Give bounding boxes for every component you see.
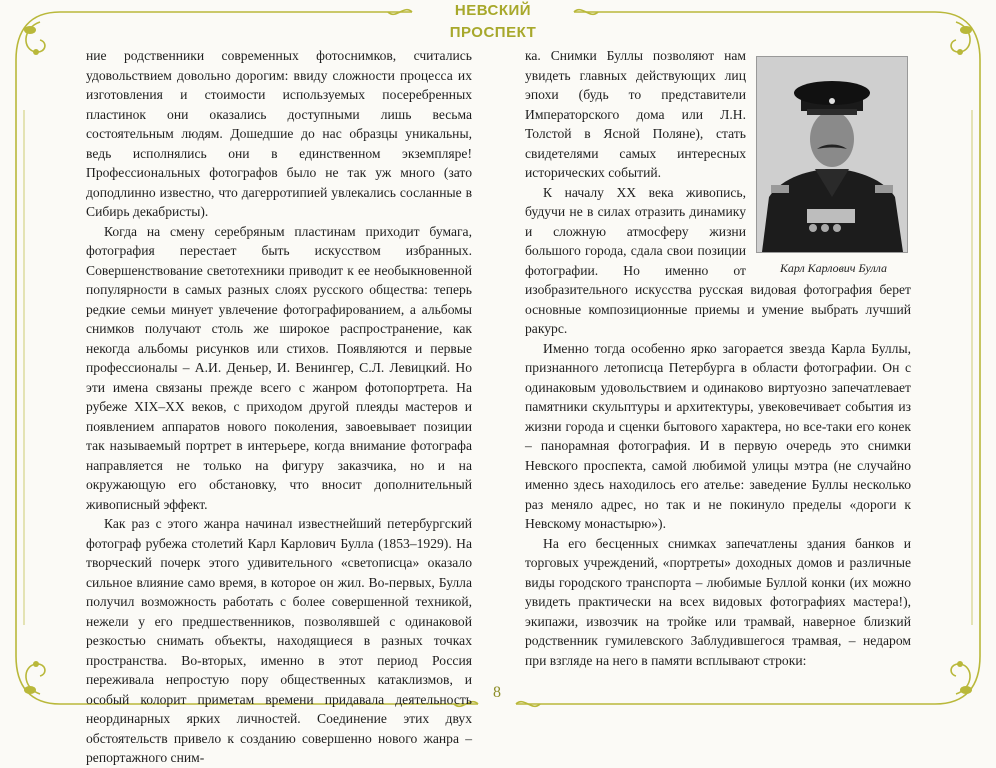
portrait-photo	[756, 56, 908, 253]
paragraph: Именно тогда особенно ярко загорается звезда Карла Буллы, признанного летописца Петербурга в области фотографии. Он с одинаковым удовольствием и одинаково виртуозно запечатлевает памятники скульптуры и архитектуры, увековечивает события из жизни города и сценки бытового характера, но все-таки его конек – панорамная фотография. И в первую очередь это снимки Невского проспекта, самой любимой улицы мэтра (не случайно именно здесь находилось его ателье: заведение Буллы несколько раз меняло адрес, но так и не покинуло пределы «дороги к Невскому монастырю»).	[525, 340, 911, 531]
paragraph: К началу XX века живопись, будучи не в силах отразить динамику и сложную атмосферу жизни большого города, сдала свои позиции фотографии. Но именно от изобразительного искусства русская видовая фотография берет основные композиционные приемы и умение выбрать лучший ракурс.	[525, 184, 911, 336]
portrait-illustration	[757, 57, 907, 252]
left-text-column	[86, 46, 472, 768]
portrait-figure	[756, 56, 911, 275]
paragraph: Как раз с этого жанра начинал известнейший петербургский фотограф рубежа столетий Карл Карлович Булла (1853–1929). На творческий почерк этого удивительного «светописца» оказало сильное влияние само время, в которое он жил. Во-первых, Булла получил возможность работать с более совершенной техникой, нежели у его предшественников, позволявшей с одинаковой резкостью снимать объекты, находящиеся в разных точках пространства. Во-вторых, именно в этот период Россия переживала непростую пору общественных катаклизмов, и особый колорит приметам времени придавала деятельность неординарных ярких личностей. Соединение этих двух обстоятельств привело к созданию совершенно нового жанра – репортажного сним-	[86, 516, 472, 765]
page-number: 8	[484, 684, 510, 704]
right-text-column	[525, 46, 911, 670]
portrait-caption: Карл Карлович Булла	[779, 261, 888, 275]
running-header-title: НЕВСКИЙ ПРОСПЕКТ	[418, 0, 568, 22]
paragraph: ка. Снимки Буллы позволяют нам увидеть главных действующих лиц эпохи (будь то представители Императорского дома или Л.Н. Толстой в Ясной Поляне), стать свидетелями самых интересных исторических событий.	[525, 48, 746, 180]
paragraph: ние родственники современных фотоснимков, считались удовольствием довольно дорогим: ввиду сложности процесса их изготовления и стоимости используемых посеребренных пластинок они оказались доступными лишь весьма состоятельным людям. Дошедшие до нас образцы уникальны, ведь исполнялись они в единственном экземпляре! Профессиональных фотографов было не так уж много (зато доподлинно известно, что дагерротипией увлекались сосланные в Сибирь декабристы).	[86, 48, 472, 219]
paragraph: На его бесценных снимках запечатлены здания банков и торговых учреждений, «портреты» доходных домов и различные виды городского транспорта – любимые Буллой конки (их можно увидеть практически на всех видовых фотографиях мастера!), экипажи, извозчик на тройке или трамвай, наверное близкий родственник гумилевского Заблудившегося трамвая, – недаром при взгляде на него в памяти всплывают строки:	[525, 535, 911, 668]
paragraph: Когда на смену серебряным пластинам приходит бумага, фотография перестает быть искусством избранных. Совершенствование светотехники приводит к ее необыкновенной популярности в самых разных слоях русского общества: теперь редкие семьи минует увлечение фотографированием, а альбомы снимков получают столь же широкое распространение, как некогда альбомы рисунков или стихов. Появляются и первые профессионалы – А.И. Деньер, И. Венингер, С.Л. Левицкий. Но эти имена связаны прежде всего с жанром фотопортрета. На рубеже XIX–XX веков, с приходом другой плеяды мастеров и появлением аппаратов нового поколения, завоевывает позиции так называемый портрет в интерьере, когда внимание фотографа направляется не только на фигуру заказчика, но и на окружающую его обстановку, что вносит дополнительный живописный эффект.	[86, 223, 472, 512]
